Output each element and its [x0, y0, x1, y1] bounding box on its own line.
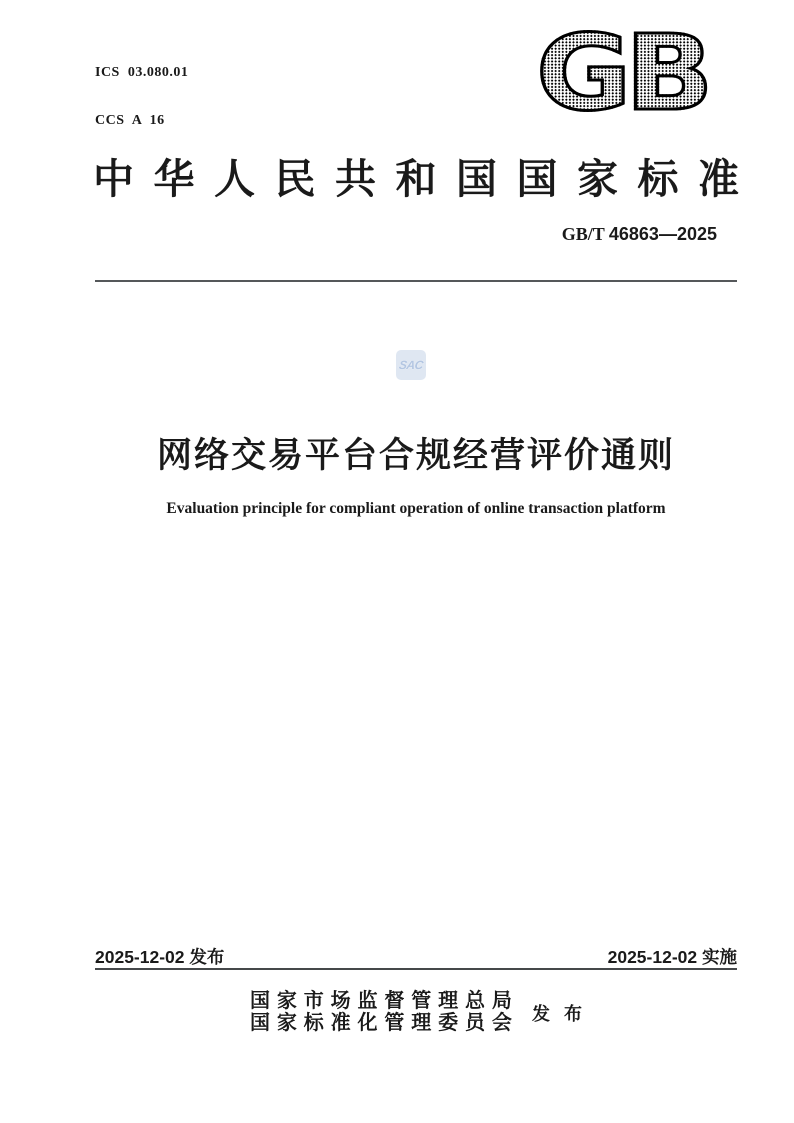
dates-row [95, 944, 737, 969]
classification-codes [95, 33, 188, 161]
standard-number-prefix: GB/T [561, 224, 605, 244]
header-divider [95, 280, 737, 282]
standard-number [562, 224, 717, 245]
issuer-block [95, 991, 737, 1034]
sac-watermark-text: SAC [398, 358, 424, 372]
standard-number-digits: 46863—2025 [608, 224, 717, 244]
issuer-line-2: 国 家 标 准 化 管 理 委 员 会 [250, 1011, 512, 1034]
national-standard-heading: 中 华 人 民 共 和 国 国 家 标 准 [93, 156, 739, 202]
sac-watermark [396, 350, 426, 380]
issuer-names [250, 991, 512, 1034]
publish-label: 发 布 [532, 1003, 582, 1024]
implementation-date: 2025-12-02 实施 [607, 947, 737, 967]
document-title-chinese: 网络交易平台合规经营评价通则 [156, 436, 675, 475]
ccs-code: CCS A 16 [95, 113, 165, 128]
gb-logo: GB [536, 28, 726, 118]
issue-date: 2025-12-02 发布 [95, 947, 225, 967]
footer-divider [95, 968, 737, 970]
document-title-english: Evaluation principle for compliant operation of online transaction platform [166, 500, 666, 517]
ics-code: ICS 03.080.01 [95, 65, 189, 80]
issuer-line-1: 国 家 市 场 监 督 管 理 总 局 [250, 990, 512, 1012]
